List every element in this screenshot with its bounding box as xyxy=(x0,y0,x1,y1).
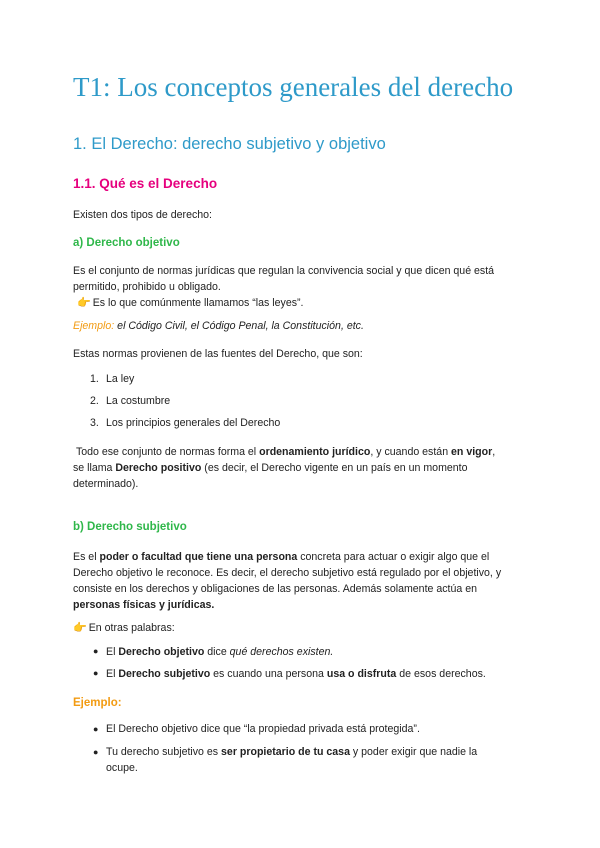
bold-term: Derecho subjetivo xyxy=(118,668,211,680)
list-item xyxy=(73,373,533,395)
section-heading-1: 1. El Derecho: derecho subjetivo y objetivo xyxy=(73,135,386,153)
list-number: 1. xyxy=(90,373,99,385)
derecho-subjetivo-definition xyxy=(73,549,533,613)
text-run: El xyxy=(106,668,119,680)
text-run: determinado). xyxy=(73,478,139,490)
intro-paragraph xyxy=(73,207,533,223)
pointing-hand-icon: 👉 xyxy=(73,622,87,634)
sources-intro-text: Estas normas provienen de las fuentes del Derecho, que son: xyxy=(73,348,363,360)
leyes-note: Es lo que comúnmente llamamos “las leyes”. xyxy=(92,297,304,309)
otras-palabras-text: En otras palabras: xyxy=(88,622,175,634)
list-item-text: Los principios generales del Derecho xyxy=(106,417,281,429)
list-item xyxy=(73,646,533,668)
text-run: consiste en los derechos y obligaciones de las personas. Además solamente actúa en xyxy=(73,583,477,595)
list-item-text: La costumbre xyxy=(106,395,171,407)
section-heading-1-1: 1.1. Qué es el Derecho xyxy=(73,176,218,191)
bold-term: Derecho objetivo xyxy=(118,646,205,658)
bold-term: personas físicas y jurídicas. xyxy=(73,599,215,611)
list-item xyxy=(73,395,533,417)
list-item xyxy=(73,744,533,776)
text-run: , y cuando están xyxy=(370,446,452,458)
bold-term: ser propietario de tu casa xyxy=(221,746,350,758)
otras-palabras-bullets xyxy=(73,646,533,690)
text-run: concreta para actuar o exigir algo que el xyxy=(297,551,490,563)
text-run: El xyxy=(106,646,119,658)
text-run: (es decir, el Derecho vigente en un país en un momento xyxy=(201,462,468,474)
list-number: 2. xyxy=(90,395,99,407)
text-run: ocupe. xyxy=(106,762,138,774)
bold-term: usa o disfruta xyxy=(326,668,397,680)
text-run: , xyxy=(492,446,496,458)
list-item xyxy=(73,668,533,690)
bullet-icon: ● xyxy=(93,724,99,734)
text-run: se llama xyxy=(73,462,116,474)
list-item-text: La ley xyxy=(106,373,135,385)
text-run: es cuando una persona xyxy=(210,668,327,680)
sources-intro xyxy=(73,346,533,362)
list-item xyxy=(73,721,533,744)
bullet-icon: ● xyxy=(93,668,99,678)
pointing-hand-icon: 👉 xyxy=(77,297,91,309)
text-run: Derecho objetivo le reconoce. Es decir, el derecho subjetivo está regulado por el objetivo, y xyxy=(73,567,502,579)
definition-line-1: Es el conjunto de normas jurídicas que regulan la convivencia social y que dicen qué está xyxy=(73,265,495,277)
list-number: 3. xyxy=(90,417,99,429)
derecho-objetivo-heading: a) Derecho objetivo xyxy=(73,237,180,249)
bold-term: poder o facultad que tiene una persona xyxy=(99,551,298,563)
italic-term: qué derechos existen. xyxy=(229,646,334,658)
sources-list xyxy=(73,373,533,439)
ejemplo-heading: Ejemplo: xyxy=(73,697,122,709)
ejemplo-bullets xyxy=(73,721,533,776)
objetivo-example xyxy=(73,318,533,334)
definition-line-2: permitido, prohibido u obligado. xyxy=(73,281,221,293)
bold-term: Derecho positivo xyxy=(115,462,202,474)
bullet-icon: ● xyxy=(93,747,99,757)
text-run: Todo ese conjunto de normas forma el xyxy=(75,446,260,458)
text-run: dice xyxy=(204,646,230,658)
example-text: el Código Civil, el Código Penal, la Constitución, etc. xyxy=(117,320,364,332)
text-run: El Derecho objetivo dice que “la propiedad privada está protegida”. xyxy=(106,723,420,735)
intro-text: Existen dos tipos de derecho: xyxy=(73,209,212,221)
example-label: Ejemplo: xyxy=(73,320,115,332)
derecho-objetivo-definition xyxy=(73,263,533,311)
text-run: Es el xyxy=(73,551,100,563)
document-title: T1: Los conceptos generales del derecho xyxy=(73,72,514,102)
bullet-icon: ● xyxy=(93,646,99,656)
text-run: Tu derecho subjetivo es xyxy=(106,746,222,758)
bold-term: ordenamiento jurídico xyxy=(259,446,371,458)
ordenamiento-paragraph xyxy=(73,444,533,492)
text-run: de esos derechos. xyxy=(396,668,486,680)
bold-term: en vigor xyxy=(451,446,493,458)
otras-palabras-line xyxy=(73,620,533,636)
list-item xyxy=(73,417,533,439)
text-run: y poder exigir que nadie la xyxy=(349,746,478,758)
derecho-subjetivo-heading: b) Derecho subjetivo xyxy=(73,521,187,533)
